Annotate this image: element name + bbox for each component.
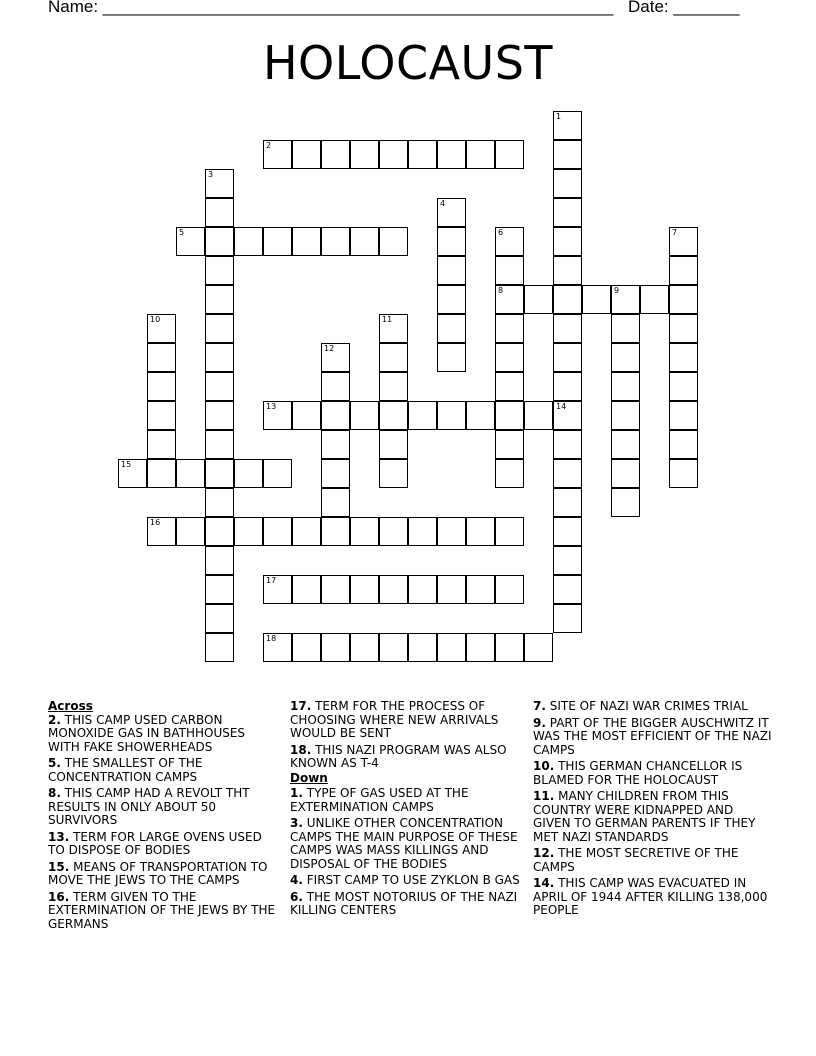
grid-cell[interactable]	[321, 459, 350, 488]
grid-cell[interactable]	[205, 227, 234, 256]
grid-cell[interactable]	[495, 256, 524, 285]
grid-cell[interactable]	[495, 372, 524, 401]
grid-cell[interactable]	[553, 314, 582, 343]
grid-cell[interactable]	[350, 633, 379, 662]
clue-across-2: 2. THIS CAMP USED CARBON MONOXIDE GAS IN BATHHOUSES WITH FAKE SHOWERHEADS	[48, 712, 246, 754]
grid-cell[interactable]	[263, 517, 292, 546]
grid-cell[interactable]	[669, 343, 698, 372]
grid-cell[interactable]	[379, 343, 408, 372]
grid-cell[interactable]	[611, 372, 640, 401]
grid-cell[interactable]	[234, 517, 263, 546]
clue-down-14: 14. THIS CAMP WAS EVACUATED IN APRIL OF 1944 AFTER KILLING 138,000 PEOPLE	[533, 876, 768, 917]
grid-cell[interactable]	[524, 401, 553, 430]
grid-cell[interactable]	[350, 227, 379, 256]
grid-cell[interactable]	[205, 256, 234, 285]
grid-cell[interactable]	[176, 459, 205, 488]
grid-cell[interactable]	[379, 140, 408, 169]
grid-cell[interactable]	[379, 401, 408, 430]
grid-cell[interactable]	[437, 140, 466, 169]
grid-cell[interactable]	[234, 459, 263, 488]
cell-number: 17	[266, 576, 277, 585]
grid-cell[interactable]	[147, 314, 176, 343]
grid-cell[interactable]	[553, 140, 582, 169]
grid-cell[interactable]	[524, 285, 553, 314]
grid-cell[interactable]	[437, 575, 466, 604]
grid-cell[interactable]	[205, 575, 234, 604]
cell-number: 18	[266, 634, 277, 643]
grid-cell[interactable]	[553, 575, 582, 604]
grid-cell[interactable]	[263, 401, 292, 430]
clue-down-7: 7. SITE OF NAZI WAR CRIMES TRIAL	[533, 699, 748, 713]
cell-number: 11	[382, 315, 393, 324]
grid-cell[interactable]	[524, 633, 553, 662]
grid-cell[interactable]	[437, 401, 466, 430]
grid-cell[interactable]	[437, 256, 466, 285]
grid-cell[interactable]	[147, 343, 176, 372]
grid-cell[interactable]	[205, 459, 234, 488]
grid-cell[interactable]	[466, 575, 495, 604]
clues-column-2	[290, 700, 520, 921]
grid-cell[interactable]	[263, 140, 292, 169]
cell-number: 3	[208, 170, 214, 179]
grid-cell[interactable]	[379, 314, 408, 343]
across-heading: Across	[48, 699, 93, 713]
grid-cell[interactable]	[437, 227, 466, 256]
grid-cell[interactable]	[292, 517, 321, 546]
grid-cell[interactable]	[495, 401, 524, 430]
grid-cell[interactable]	[669, 227, 698, 256]
grid-cell[interactable]	[553, 604, 582, 633]
grid-cell[interactable]	[408, 517, 437, 546]
grid-cell[interactable]	[379, 227, 408, 256]
grid-cell[interactable]	[379, 459, 408, 488]
grid-cell[interactable]	[466, 140, 495, 169]
grid-cell[interactable]	[379, 372, 408, 401]
grid-cell[interactable]	[437, 314, 466, 343]
grid-cell[interactable]	[263, 459, 292, 488]
grid-cell[interactable]	[669, 430, 698, 459]
clue-across-15: 15. MEANS OF TRANSPORTATION TO MOVE THE JEWS TO THE CAMPS	[48, 859, 268, 887]
grid-cell[interactable]	[669, 256, 698, 285]
grid-cell[interactable]	[350, 517, 379, 546]
grid-cell[interactable]	[669, 459, 698, 488]
cell-number: 10	[150, 315, 161, 324]
grid-cell[interactable]	[292, 575, 321, 604]
grid-cell[interactable]	[234, 227, 263, 256]
grid-cell[interactable]	[350, 401, 379, 430]
clue-across-13: 13. TERM FOR LARGE OVENS USED TO DISPOSE OF BODIES	[48, 829, 262, 857]
clue-down-6: 6. THE MOST NOTORIUS OF THE NAZI KILLING CENTERS	[290, 889, 518, 917]
grid-cell[interactable]	[379, 430, 408, 459]
grid-cell[interactable]	[263, 227, 292, 256]
clue-down-12: 12. THE MOST SECRETIVE OF THE CAMPS	[533, 846, 739, 874]
grid-cell[interactable]	[553, 256, 582, 285]
grid-cell[interactable]	[553, 546, 582, 575]
grid-cell[interactable]	[582, 285, 611, 314]
grid-cell[interactable]	[176, 227, 205, 256]
clue-down-9: 9. PART OF THE BIGGER AUSCHWITZ IT WAS THE MOST EFFICIENT OF THE NAZI CAMPS	[533, 715, 772, 757]
grid-cell[interactable]	[321, 343, 350, 372]
grid-cell[interactable]	[553, 227, 582, 256]
clue-across-18: 18. THIS NAZI PROGRAM WAS ALSO KNOWN AS T-4	[290, 742, 507, 770]
grid-cell[interactable]	[321, 227, 350, 256]
grid-cell[interactable]	[292, 401, 321, 430]
grid-cell[interactable]	[292, 227, 321, 256]
clue-down-4: 4. FIRST CAMP TO USE ZYKLON B GAS	[290, 873, 520, 887]
cell-number: 1	[556, 112, 562, 121]
grid-cell[interactable]	[611, 343, 640, 372]
grid-cell[interactable]	[205, 517, 234, 546]
cell-number: 7	[672, 228, 678, 237]
cell-number: 12	[324, 344, 335, 353]
clue-down-1: 1. TYPE OF GAS USED AT THE EXTERMINATION CAMPS	[290, 786, 469, 814]
grid-cell[interactable]	[495, 227, 524, 256]
grid-cell[interactable]	[640, 285, 669, 314]
grid-cell[interactable]	[408, 633, 437, 662]
grid-cell[interactable]	[321, 488, 350, 517]
cell-number: 6	[498, 228, 504, 237]
grid-cell[interactable]	[495, 459, 524, 488]
grid-cell[interactable]	[495, 285, 524, 314]
grid-cell[interactable]	[118, 459, 147, 488]
grid-cell[interactable]	[669, 314, 698, 343]
grid-cell[interactable]	[437, 343, 466, 372]
cell-number: 4	[440, 199, 446, 208]
grid-cell[interactable]	[292, 633, 321, 662]
grid-cell[interactable]	[495, 633, 524, 662]
grid-cell[interactable]	[466, 517, 495, 546]
grid-cell[interactable]	[205, 401, 234, 430]
grid-cell[interactable]	[321, 140, 350, 169]
grid-cell[interactable]	[205, 488, 234, 517]
cell-number: 15	[121, 460, 132, 469]
grid-cell[interactable]	[611, 314, 640, 343]
clue-across-17: 17. TERM FOR THE PROCESS OF CHOOSING WHERE NEW ARRIVALS WOULD BE SENT	[290, 699, 499, 740]
grid-cell[interactable]	[379, 633, 408, 662]
grid-cell[interactable]	[669, 285, 698, 314]
grid-cell[interactable]	[205, 430, 234, 459]
grid-cell[interactable]	[205, 633, 234, 662]
grid-cell[interactable]	[611, 459, 640, 488]
grid-cell[interactable]	[495, 140, 524, 169]
clue-down-10: 10. THIS GERMAN CHANCELLOR IS BLAMED FOR THE HOLOCAUST	[533, 759, 743, 787]
clue-across-8: 8. THIS CAMP HAD A REVOLT THT RESULTS IN ONLY ABOUT 50 SURVIVORS	[48, 786, 250, 827]
cell-number: 8	[498, 286, 504, 295]
grid-cell[interactable]	[205, 604, 234, 633]
grid-cell[interactable]	[495, 314, 524, 343]
grid-cell[interactable]	[350, 140, 379, 169]
grid-cell[interactable]	[292, 140, 321, 169]
grid-cell[interactable]	[611, 285, 640, 314]
grid-cell[interactable]	[408, 401, 437, 430]
grid-cell[interactable]	[553, 198, 582, 227]
grid-cell[interactable]	[553, 430, 582, 459]
grid-cell[interactable]	[437, 285, 466, 314]
grid-cell[interactable]	[321, 430, 350, 459]
clue-across-5: 5. THE SMALLEST OF THE CONCENTRATION CAMPS	[48, 756, 203, 784]
grid-cell[interactable]	[321, 633, 350, 662]
cell-number: 9	[614, 286, 620, 295]
grid-cell[interactable]	[379, 575, 408, 604]
clue-down-3: 3. UNLIKE OTHER CONCENTRATION CAMPS THE MAIN PURPOSE OF THESE CAMPS WAS MASS KILLINGS AND DISPOSAL OF THE BODIES	[290, 816, 518, 871]
grid-cell[interactable]	[205, 169, 234, 198]
grid-cell[interactable]	[466, 633, 495, 662]
cell-number: 13	[266, 402, 277, 411]
date-field-label[interactable]: Date: _______	[628, 0, 740, 16]
grid-cell[interactable]	[408, 140, 437, 169]
grid-cell[interactable]	[611, 401, 640, 430]
grid-cell[interactable]	[495, 343, 524, 372]
puzzle-title: HOLOCAUST	[262, 36, 554, 90]
grid-cell[interactable]	[205, 285, 234, 314]
grid-cell[interactable]	[321, 372, 350, 401]
grid-cell[interactable]	[553, 285, 582, 314]
grid-cell[interactable]	[437, 633, 466, 662]
clue-across-16: 16. TERM GIVEN TO THE EXTERMINATION OF THE JEWS BY THE GERMANS	[48, 889, 276, 931]
grid-cell[interactable]	[263, 633, 292, 662]
grid-cell[interactable]	[147, 372, 176, 401]
grid-cell[interactable]	[147, 401, 176, 430]
grid-cell[interactable]	[147, 459, 176, 488]
grid-cell[interactable]	[553, 111, 582, 140]
cell-number: 14	[556, 402, 567, 411]
grid-cell[interactable]	[669, 401, 698, 430]
grid-cell[interactable]	[553, 517, 582, 546]
grid-cell[interactable]	[147, 517, 176, 546]
clues-column-1	[48, 700, 278, 934]
grid-cell[interactable]	[495, 575, 524, 604]
grid-cell[interactable]	[263, 575, 292, 604]
grid-cell[interactable]	[611, 488, 640, 517]
grid-cell[interactable]	[408, 575, 437, 604]
grid-cell[interactable]	[205, 198, 234, 227]
grid-cell[interactable]	[205, 343, 234, 372]
grid-cell[interactable]	[321, 517, 350, 546]
down-heading: Down	[290, 770, 328, 785]
grid-cell[interactable]	[205, 372, 234, 401]
grid-cell[interactable]	[466, 401, 495, 430]
grid-cell[interactable]	[350, 575, 379, 604]
grid-cell[interactable]	[205, 314, 234, 343]
cell-number: 16	[150, 518, 161, 527]
grid-cell[interactable]	[147, 430, 176, 459]
grid-cell[interactable]	[495, 517, 524, 546]
grid-cell[interactable]	[437, 517, 466, 546]
clues-column-3	[533, 700, 773, 921]
grid-cell[interactable]	[553, 488, 582, 517]
grid-cell[interactable]	[437, 198, 466, 227]
grid-cell[interactable]	[205, 546, 234, 575]
grid-cell[interactable]	[553, 343, 582, 372]
grid-cell[interactable]	[553, 372, 582, 401]
grid-cell[interactable]	[553, 459, 582, 488]
grid-cell[interactable]	[495, 430, 524, 459]
grid-cell[interactable]	[553, 401, 582, 430]
grid-cell[interactable]	[176, 517, 205, 546]
clue-down-11: 11. MANY CHILDREN FROM THIS COUNTRY WERE KIDNAPPED AND GIVEN TO GERMAN PARENTS IF THEY MET NAZI STANDARDS	[533, 789, 756, 844]
grid-cell[interactable]	[379, 517, 408, 546]
cell-number: 5	[179, 228, 185, 237]
grid-cell[interactable]	[321, 575, 350, 604]
name-field-label[interactable]: Name: ______________________________________________________	[48, 0, 614, 16]
grid-cell[interactable]	[553, 169, 582, 198]
grid-cell[interactable]	[321, 401, 350, 430]
grid-cell[interactable]	[611, 430, 640, 459]
grid-cell[interactable]	[669, 372, 698, 401]
cell-number: 2	[266, 141, 272, 150]
